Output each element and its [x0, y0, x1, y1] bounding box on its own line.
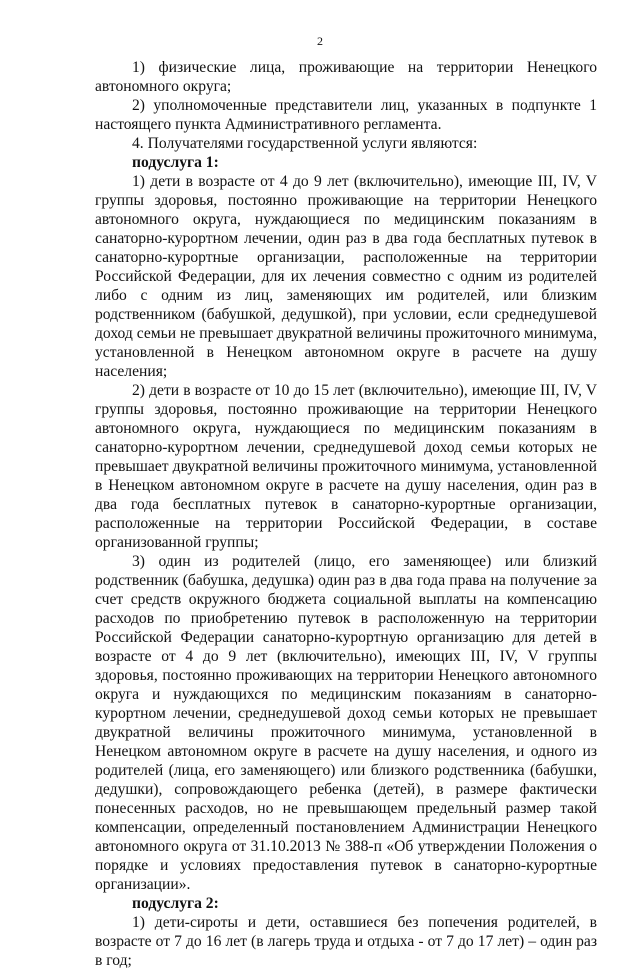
page-number: 2 — [317, 34, 323, 48]
paragraph-applicants-physical-persons: 1) физические лица, проживающие на территории Ненецкого автономного округа; — [95, 59, 597, 95]
paragraph-subservice-1-item-2: 2) дети в возрасте от 10 до 15 лет (включительно), имеющие III, IV, V группы здоровья, постоянно проживающие на территории Ненецкого автономного округа, нуждающиеся по медицинским показаниям в санаторно-курортном лечении, среднедушевой доход семьи которых не превышает двукратной величины прожиточного минимума, установленной в Ненецком автономном округе в расчете на душу населения, один раз в два года бесплатных путевок в санаторно-курортные организации, расположенные на территории Российской Федерации, в составе организованной группы; — [95, 382, 597, 551]
paragraph-subservice-1-item-1: 1) дети в возрасте от 4 до 9 лет (включительно), имеющие III, IV, V группы здоровья, постоянно проживающие на территории Ненецкого автономного округа, нуждающиеся по медицинским показаниям в санаторно-курортном лечении, один раз в два года бесплатных путевок в санаторно-курортные организации, расположенные на территории Российской Федерации, для их лечения совместно с одним из родителей либо с одним из лиц, заменяющих им родителей, или близким родственником (бабушкой, дедушкой), при условии, если среднедушевой доход семьи не превышает двукратной величины прожиточного минимума, установленной в Ненецком автономном округе в расчете на душу населения; — [95, 173, 597, 380]
paragraph-subservice-1-item-3: 3) один из родителей (лицо, его заменяющее) или близкий родственник (бабушка, дедушка) один раз в два года права на получение за счет средств окружного бюджета социальной выплаты на компенсацию расходов по приобретению путевок в расположенную на территории Российской Федерации санаторно-курортную организацию для детей в возрасте от 4 до 9 лет (включительно), имеющих III, IV, V группы здоровья, постоянно проживающих на территории Ненецкого автономного округа и нуждающихся по медицинским показаниям в санаторно-курортном лечении, среднедушевой доход семьи которых не превышает двукратной величины прожиточного минимума, установленной в Ненецком автономном округе в расчете на душу населения, и одного из родителей (лица, его заменяющего) или близкого родственника (бабушки, дедушки), сопровождающего ребенка (детей), в размере фактически понесенных расходов, но не превышающем предельный размер такой компенсации, определенный постановлением Администрации Ненецкого автономного округа от 31.10.2013 № 388-п «Об утверждении Положения о порядке и условиях предоставления путевок в санаторно-курортные организации». — [95, 553, 597, 893]
subservice-2-heading: подуслуга 2: — [132, 895, 219, 912]
subservice-1-heading: подуслуга 1: — [132, 154, 219, 171]
paragraph-service-recipients-heading: 4. Получателями государственной услуги являются: — [132, 135, 478, 152]
paragraph-subservice-2-item-1: 1) дети-сироты и дети, оставшиеся без попечения родителей, в возрасте от 7 до 16 лет (в лагерь труда и отдыха - от 7 до 17 лет) – один раз в год; — [95, 914, 597, 969]
document-body — [95, 58, 597, 970]
paragraph-applicants-representatives: 2) уполномоченные представители лиц, указанных в подпункте 1 настоящего пункта Административного регламента. — [95, 97, 597, 133]
